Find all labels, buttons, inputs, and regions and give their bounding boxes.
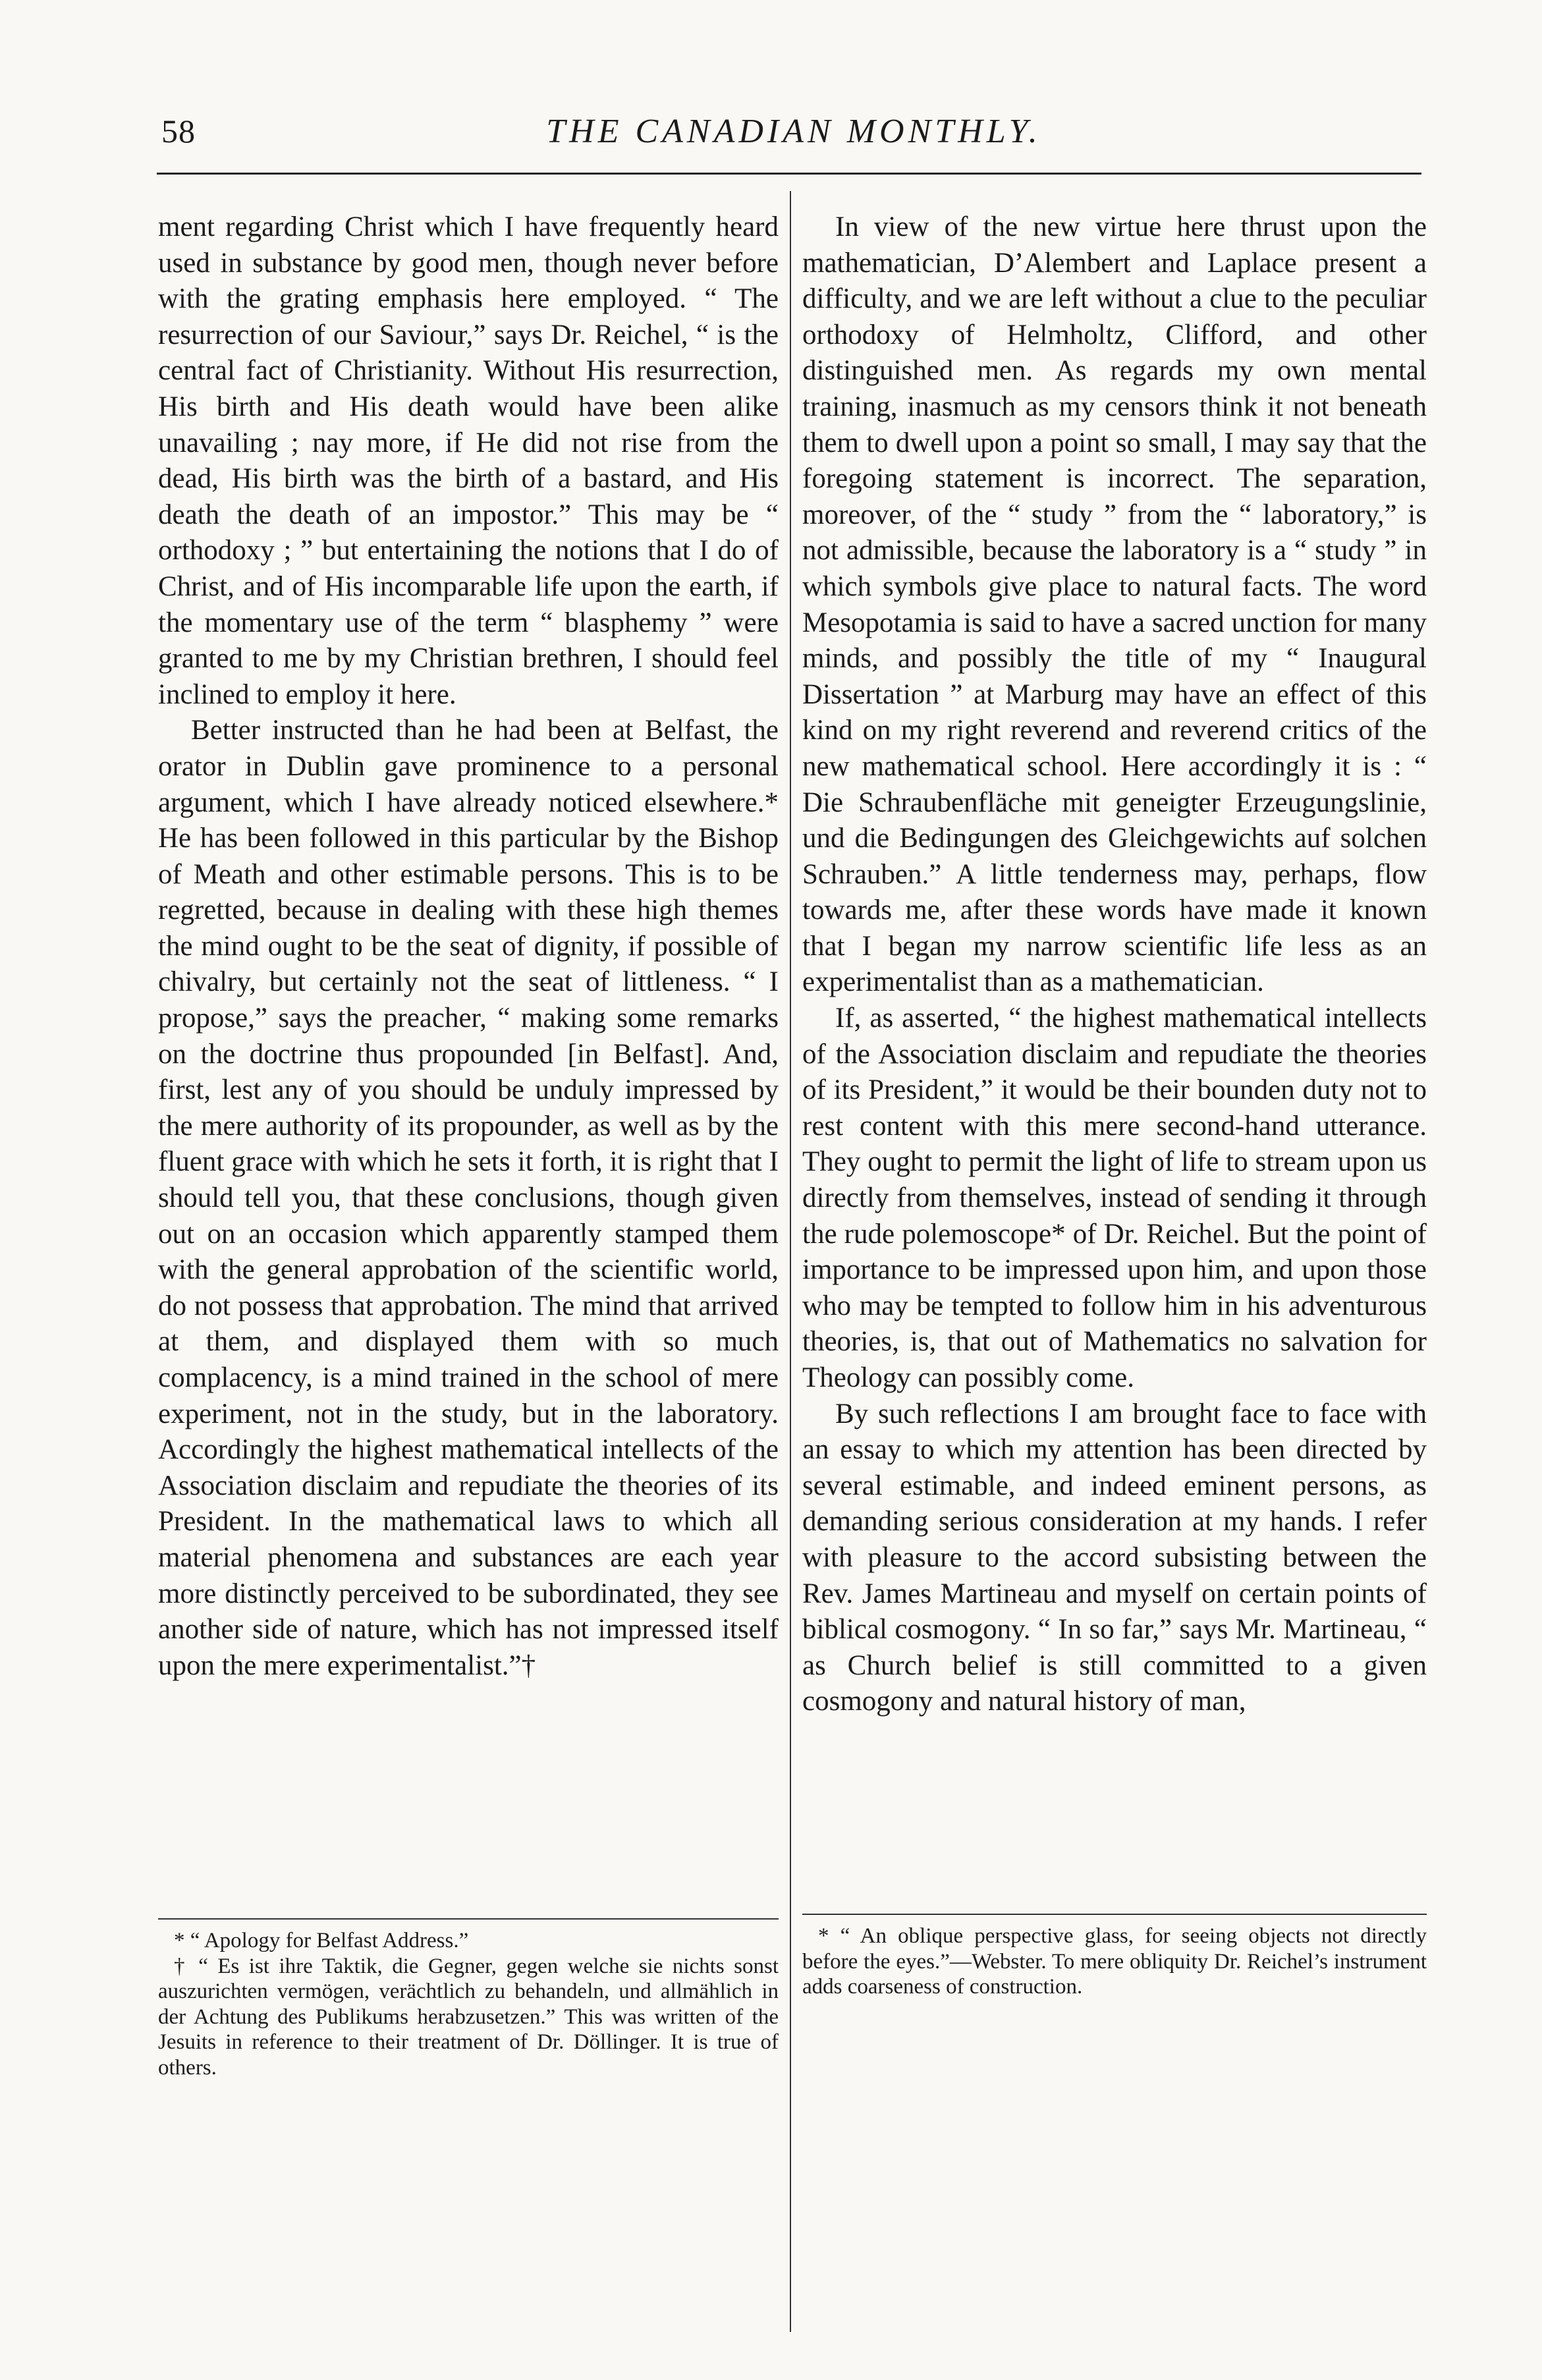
left-paragraph-1: ment regarding Christ which I have frequently heard used in substance by good men, though never before with the grating emphasis here employed. “ The resurrection of our Saviour,” says Dr. Reichel, “ is the central fact of Christianity. Without His resurrection, His birth and His death would have been alike unavailing ; nay more, if He did not rise from the dead, His birth was the birth of a bastard, and His death the death of an impostor.” This may be “ orthodoxy ; ” but entertaining the notions that I do of Christ, and of His incomparable life upon the earth, if the momentary use of the term “ blasphemy ” were granted to me by my Christian brethren, I should feel inclined to employ it here. bbox=[158, 211, 779, 710]
header-rule bbox=[157, 173, 1421, 175]
left-footnotes bbox=[158, 1928, 779, 2080]
right-paragraph-2: If, as asserted, “ the highest mathematical intellects of the Association disclaim and repudiate the theories of its President,” it would be their bounden duty not to rest content with this mere second-hand utterance. They ought to permit the light of life to stream upon us directly from themselves, instead of sending it through the rude polemoscope* of Dr. Reichel. But the point of importance to be impressed upon him, and upon those who may be tempted to follow him in his adventurous theories, is, that out of Mathematics no salvation for Theology can possibly come. bbox=[802, 1003, 1427, 1393]
left-footnote-rule bbox=[158, 1918, 779, 1920]
page-header bbox=[161, 112, 1426, 171]
right-paragraph-3: By such reflections I am brought face to face with an essay to which my attention has been directed by several estimable, and indeed eminent persons, as demanding serious consideration at my hands. I refer with pleasure to the accord subsisting between the Rev. James Martineau and myself on certain points of biblical cosmogony. “ In so far,” says Mr. Martineau, “ as Church belief is still committed to a given cosmogony and natural history of man, bbox=[802, 1398, 1427, 1717]
footnote-asterisk: * “ Apology for Belfast Address.” bbox=[174, 1929, 469, 1952]
right-paragraph-1: In view of the new virtue here thrust upon the mathematician, D’Alembert and Laplace present a difficulty, and we are left without a clue to the peculiar orthodoxy of Helmholtz, Clifford, and other distinguished men. As regards my own mental training, inasmuch as my censors think it not beneath them to dwell upon a point so small, I may say that the foregoing statement is incorrect. The separation, moreover, of the “ study ” from the “ laboratory,” is not admissible, because the laboratory is a “ study ” in which symbols give place to natural facts. The word Mesopotamia is said to have a sacred unction for many minds, and possibly the title of my “ Inaugural Dissertation ” at Marburg may have an effect of this kind on my right reverend and reverend critics of the new mathematical school. Here accordingly it is : “ Die Schraubenfläche mit geneigter Erzeugungslinie, und die Bedingungen des Gleichgewichts auf solchen Schrauben.” A little tenderness may, perhaps, flow towards me, after these words have made it known that I began my narrow scientific life less as an experimentalist than as a mathematician. bbox=[802, 211, 1427, 998]
column-divider bbox=[790, 191, 791, 2332]
left-paragraph-2: Better instructed than he had been at Belfast, the orator in Dublin gave prominence to a personal argument, which I have already noticed elsewhere.* He has been followed in this particular by the Bishop of Meath and other estimable persons. This is to be regretted, because in dealing with these high themes the mind ought to be the seat of dignity, if possible of chivalry, but certainly not the seat of littleness. “ I propose,” says the preacher, “ making some remarks on the doctrine thus propounded [in Belfast]. And, first, lest any of you should be unduly impressed by the mere authority of its propounder, as well as by the fluent grace with which he sets it forth, it is right that I should tell you, that these conclusions, though given out on an occasion which apparently stamped them with the general approbation of the scientific world, do not possess that approbation. The mind that arrived at them, and displayed them with so much complacency, is a mind trained in the school of mere experiment, not in the study, but in the laboratory. Accordingly the highest mathematical intellects of the Association disclaim and repudiate the theories of its President. In the mathematical laws to which all material phenomena and substances are each year more distinctly perceived to be subordinated, they see another side of nature, which has not impressed itself upon the mere experimentalist.”† bbox=[158, 715, 779, 1681]
running-title: THE CANADIAN MONTHLY. bbox=[546, 113, 1041, 150]
right-footnote-rule bbox=[802, 1914, 1427, 1915]
left-column bbox=[158, 209, 779, 1684]
right-column bbox=[802, 209, 1427, 1720]
footnote-polemoscope: * “ An oblique perspective glass, for seeing objects not directly before the eyes.”—Webster. To mere obliquity Dr. Reichel’s instrument adds coarseness of construction. bbox=[802, 1924, 1427, 1999]
footnote-dagger: † “ Es ist ihre Taktik, die Gegner, gegen welche sie nichts sonst auszurichten vermögen, verächtlich zu behandeln, und allmählich in der Achtung des Publikums herabzusetzen.” This was written of the Jesuits in reference to their treatment of Dr. Döllinger. It is true of others. bbox=[158, 1954, 779, 2080]
page-number: 58 bbox=[161, 113, 196, 150]
right-footnotes bbox=[802, 1923, 1427, 2000]
